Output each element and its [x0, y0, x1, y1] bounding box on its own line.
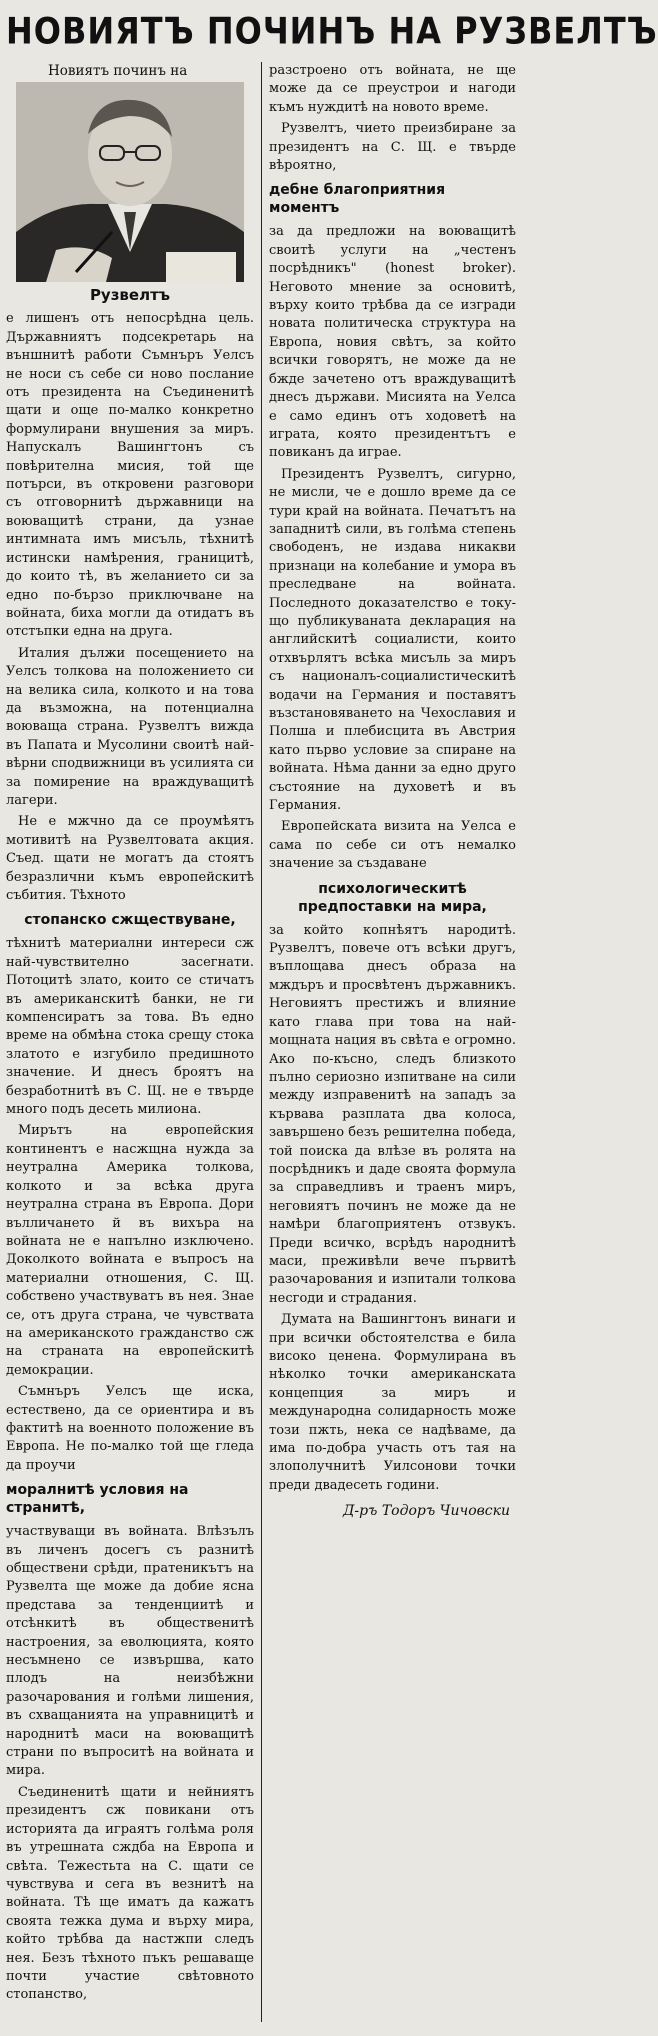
right-column: [261, 62, 516, 2022]
paragraph: тѣхнитѣ материални интереси сж най-чувствително засегнати. Потоцитѣ злато, които се стичатъ въ американскитѣ банки, не ги компенсиратъ за това. Въ едно време на обмѣна стока срещу стока златото е изгубило предишното значение. И днесъ броятъ на безработнитѣ въ С. Щ. не е твърде много подъ десеть милиона.: [6, 936, 254, 1118]
roosevelt-photo: [16, 82, 244, 282]
author-signature: Д-ръ Тодоръ Чичовски: [342, 1503, 510, 1520]
article-headline: НОВИЯТЪ ПОЧИНЪ НА РУЗВЕЛТЪ: [6, 9, 658, 53]
paragraph: Италия дължи посещението на Уелсъ толкова на положението си на велика сила, колкото и на това да възможна, на потенциална воюваща страна. Рузвелтъ вижда въ Папата и Мусолини своитѣ най-вѣрни сподвижници въ усилията си за помирение на враждуващитѣ лагери.: [6, 645, 254, 808]
paragraph: Съединенитѣ щати и нейниятъ президентъ сж повикани отъ историята да играятъ голѣма роля въ утрешната сждба на Европа и свѣта. Тежестьта на С. щати се чувствува и сега въ везнитѣ на войната. Тѣ ще иматъ да кажатъ своята тежка дума и върху мира, който трѣбва да настжпи следъ нея. Безъ тѣхното пъкъ решаваще почти участие свѣтовното стопанство,: [6, 1784, 254, 2003]
left-column: [6, 62, 261, 2022]
photo-caption: Рузвелтъ: [89, 286, 171, 305]
section-subhead: дебне благоприятния моментъ: [269, 182, 446, 217]
section-subhead: психологическитѣ предпоставки на мира,: [298, 880, 487, 915]
lead-text: Новиятъ починъ на: [48, 63, 188, 79]
paragraph: Думата на Вашингтонъ винаги и при всички обстоятелства е била високо ценена. Формулирана въ нѣколко точки американската концепция за миръ и международна солидарность може този пжть, нека се надѣваме, да има по-добра участь отъ тая на злополучнитѣ Уилсонови точки преди двадесеть години.: [269, 1312, 516, 1493]
paragraph: за да предложи на воюващитѣ своитѣ услуги на „честенъ посрѣдникъ" (honest broker). Неговото мнение за основитѣ, върху които трѣбва да се изгради новата политическа структура на Европа, новия свѣтъ, за който всички говорятъ, не може да не бжде зачетено отъ враждуващитѣ днесъ държави. Мисията на Уелса е само единъ отъ ходоветѣ на играта, която президентътъ е повиканъ да играе.: [269, 224, 516, 461]
paragraph: Рузвелтъ, чието преизбиране за президентъ на С. Щ. е твърде вѣроятно,: [269, 121, 516, 174]
paragraph: Не е мжчно да се проумѣятъ мотивитѣ на Рузвелтовата акция. Съед. щати не могатъ да стоятъ безразлични къмъ европейскитѣ събития. Тѣхното: [6, 814, 254, 903]
section-subhead: моралнитѣ условия на странитѣ,: [6, 1482, 189, 1517]
paragraph: Мирътъ на европейския континентъ е насжщна нужда за неутрална Америка толкова, колкото и за всѣка друга неутрална страна въ Европа. Дори вълличането й въ вихъра на войната не е напълно изключено. Доколкото войната е въпросъ на материални отношения, С. Щ. собствено участвуватъ въ нея. Знае се, отъ друга страна, че чувствата на американското гражданство сж на страната на европейскитѣ демокрации.: [6, 1123, 254, 1378]
section-subhead: стопанско сжществуване,: [24, 912, 236, 929]
paragraph: разстроено отъ войната, не ще може да се преустрои и нагоди къмъ нуждитѣ на новото време.: [269, 63, 516, 115]
paragraph: Съмнъръ Уелсъ ще иска, естествено, да се ориентира и въ фактитѣ на военното положение въ Европа. Не по-малко той ще гледа да проучи: [6, 1384, 254, 1473]
paragraph: е лишенъ отъ непосрѣдна цель. Държавниятъ подсекретарь на външнитѣ работи Съмнъръ Уелсъ не носи съ себе си ново послание отъ президента на Съединенитѣ щати и още по-малко конкретно формулирани внушения за миръ. Напускалъ Вашингтонъ съ повѣрителна мисия, той ще потърси, въ откровени разговори съ отговорнитѣ държавници на воюващитѣ страни, да узнае интимната имъ мисъль, тѣхнитѣ истински намѣрения, границитѣ, до които тѣ, въ желанието си за едно по-бързо приключване на войната, биха могли да отидатъ въ отстъпки една на друга.: [6, 311, 254, 640]
paragraph: за който копнѣятъ народитѣ. Рузвелтъ, повече отъ всѣки другъ, въплощава днесъ образа на мждъръ и просвѣтенъ държавникъ. Неговиятъ престижъ и влияние като глава при това на най-мощната нация въ свѣта е огромно. Ако по-късно, следъ близкото пълно сериозно изпитване на сили между изправенитѣ на западъ за кървава разплата два колоса, завършено безъ решителна победа, той поиска да влѣзе въ ролята на посрѣдникъ и даде своята формула за справедливъ и траенъ миръ, неговиятъ починъ не може да не намѣри благоприятенъ отзвукъ. Преди всичко, всрѣдъ народнитѣ маси, преживѣли вече първитѣ разочарования и изпитали толкова несгоди и страдания.: [269, 922, 516, 1306]
paragraph: участвуващи въ войната. Влѣзълъ въ личенъ досегъ съ разнитѣ обществени срѣди, пратеникътъ на Рузвелта ще може да добие ясна представа за тенденциитѣ и отсѣнкитѣ въ общественитѣ настроения, за еволюцията, която несъмнено се извършва, като плодъ на неизбѣжни разочарования и голѣми лишения, въ схващанията на управницитѣ и народнитѣ маси на воюващитѣ страни по въпроситѣ на войната и мира.: [6, 1524, 254, 1779]
paragraph: Президентъ Рузвелтъ, сигурно, не мисли, че е дошло време да се тури край на войната. Печатътъ на западнитѣ сили, въ голѣма степень свободенъ, не издава никакви признаци на колебание и умора въ преследване на войната. Последното доказателство е току-що публикуваната декларация на английскитѣ социалисти, които отхвърлятъ всѣка мисъль за миръ съ националъ-социалистическитѣ водачи на Германия и поставятъ възстановяването на Чехославия и Полша и плебисцита въ Австрия като първо условие за спиране на войната. Нѣма данни за едно друго състояние на духоветѣ и въ Германия.: [269, 466, 516, 814]
paragraph: Европейската визита на Уелса е сама по себе си отъ немалко значение за създаване: [269, 819, 516, 872]
portrait-illustration: [16, 82, 244, 282]
article-columns: [6, 62, 526, 2022]
